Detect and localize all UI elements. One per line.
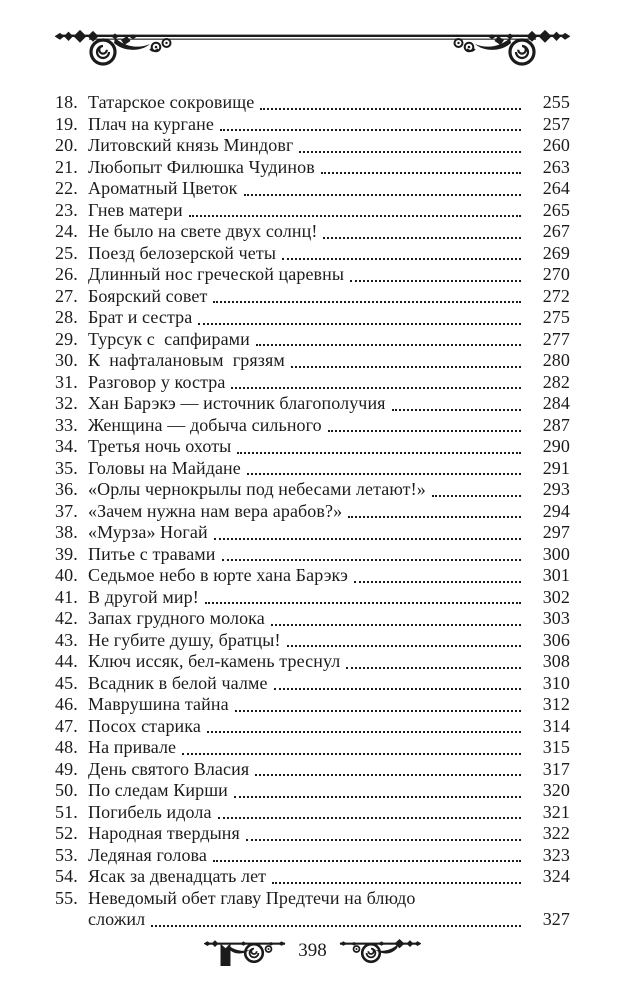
toc-entry-number: 39. bbox=[55, 543, 78, 564]
toc-entry-title: Турсук с сапфирами bbox=[88, 328, 250, 349]
toc-entry-number: 21. bbox=[55, 156, 78, 177]
toc-entry-title: День святого Власия bbox=[88, 758, 250, 779]
dot-leader bbox=[346, 667, 521, 669]
toc-entry-page: 306 bbox=[542, 629, 570, 650]
toc-entry-page: 303 bbox=[542, 608, 570, 628]
toc-entry bbox=[55, 114, 570, 136]
toc-entry-number: 22. bbox=[55, 178, 78, 198]
toc-entry-number: 48. bbox=[55, 737, 78, 757]
toc-entry-page: 275 bbox=[542, 307, 570, 327]
toc-entry-title: Боярский совет bbox=[88, 285, 208, 306]
toc-entry-page: 317 bbox=[542, 758, 570, 779]
toc-entry-number: 19. bbox=[55, 113, 78, 134]
toc-entry-number: 35. bbox=[55, 457, 78, 478]
toc-entry-title: Маврушина тайна bbox=[88, 694, 229, 714]
toc-entry-number: 43. bbox=[55, 629, 78, 650]
dot-leader bbox=[323, 237, 521, 239]
toc-entry-page: 321 bbox=[542, 801, 570, 822]
toc-entry-title: Татарское сокровище bbox=[88, 92, 255, 112]
toc-entry-number: 30. bbox=[55, 350, 78, 370]
toc-entry-number: 28. bbox=[55, 307, 78, 327]
toc-entry-title: Седьмое небо в юрте хана Барэкэ bbox=[88, 565, 348, 585]
toc-entry-number: 32. bbox=[55, 393, 78, 413]
toc-entry bbox=[55, 888, 570, 910]
toc-entry-page: 301 bbox=[542, 565, 570, 585]
toc-entry-number: 29. bbox=[55, 328, 78, 349]
toc-entry-number: 38. bbox=[55, 522, 78, 542]
dot-leader bbox=[274, 688, 521, 690]
toc-entry bbox=[55, 716, 570, 738]
dot-leader bbox=[256, 344, 521, 346]
toc-entry-number: 34. bbox=[55, 436, 78, 456]
toc-entry bbox=[55, 759, 570, 781]
toc-entry-number: 18. bbox=[55, 92, 78, 112]
toc-entry bbox=[55, 866, 570, 888]
toc-entry-page: 255 bbox=[542, 92, 570, 112]
toc-entry bbox=[55, 221, 570, 243]
toc-entry bbox=[55, 178, 570, 200]
toc-entry bbox=[55, 694, 570, 716]
toc-entry-number: 53. bbox=[55, 844, 78, 865]
toc-entry-page: 322 bbox=[542, 823, 570, 843]
toc-entry bbox=[55, 135, 570, 157]
toc-entry-title: Народная твердыня bbox=[88, 823, 240, 843]
toc-entry bbox=[55, 372, 570, 394]
toc-entry-number: 52. bbox=[55, 823, 78, 843]
toc-entry-number: 24. bbox=[55, 221, 78, 241]
toc-entry-title: Ясак за двенадцать лет bbox=[88, 866, 267, 886]
toc-entry-number: 42. bbox=[55, 608, 78, 628]
dot-leader bbox=[218, 817, 521, 819]
dot-leader bbox=[287, 645, 521, 647]
toc-entry-number: 27. bbox=[55, 285, 78, 306]
dot-leader bbox=[260, 108, 521, 110]
toc-entry-title: Женщина — добыча сильного bbox=[88, 414, 322, 435]
toc-entry-title: Поезд белозерской четы bbox=[88, 242, 277, 263]
toc-entry-page: 272 bbox=[542, 285, 570, 306]
toc-entry bbox=[55, 780, 570, 802]
toc-entry bbox=[55, 393, 570, 415]
toc-entry-title: Любопыт Филюшка Чудинов bbox=[88, 156, 315, 177]
toc-entry-title: Погибель идола bbox=[88, 801, 212, 822]
toc-entry-number: 47. bbox=[55, 715, 78, 736]
toc-entry-title: сложил bbox=[88, 909, 146, 929]
toc-entry-page: 280 bbox=[542, 350, 570, 370]
toc-entry-page: 327 bbox=[542, 909, 570, 929]
toc-entry bbox=[55, 608, 570, 630]
toc-entry-title: Хан Барэкэ — источник благополучия bbox=[88, 393, 386, 413]
toc-entry-page: 277 bbox=[542, 328, 570, 349]
toc-entry-number: 25. bbox=[55, 242, 78, 263]
toc-entry-page: 308 bbox=[542, 651, 570, 671]
dot-leader bbox=[198, 323, 521, 325]
toc-entry bbox=[55, 243, 570, 265]
toc-entry-title: Ключ иссяк, бел-камень треснул bbox=[88, 651, 341, 671]
toc-entry-page: 257 bbox=[542, 113, 570, 134]
toc-entry-page: 263 bbox=[542, 156, 570, 177]
folio-page-number: 398 bbox=[298, 939, 327, 961]
toc-entry bbox=[55, 479, 570, 501]
toc-entry-page: 291 bbox=[542, 457, 570, 478]
toc-entry-page: 320 bbox=[542, 780, 570, 800]
toc-entry bbox=[55, 587, 570, 609]
toc-entry bbox=[55, 501, 570, 523]
footer-scroll-ornament-left-icon bbox=[204, 936, 286, 966]
dot-leader bbox=[271, 624, 521, 626]
toc-entry-title: Длинный нос греческой царевны bbox=[88, 264, 345, 284]
toc-entry-number: 33. bbox=[55, 414, 78, 435]
toc-entry-title: Ледяная голова bbox=[88, 844, 208, 865]
toc-entry-title: Литовский князь Миндовг bbox=[88, 135, 294, 155]
page-footer bbox=[55, 936, 570, 966]
toc-entry-title: По следам Кирши bbox=[88, 780, 228, 800]
dot-leader bbox=[321, 172, 521, 174]
toc-entry bbox=[55, 651, 570, 673]
toc-entry-page: 265 bbox=[542, 199, 570, 220]
toc-entry-page: 270 bbox=[542, 264, 570, 284]
toc-entry-number: 54. bbox=[55, 866, 78, 886]
toc-entry-title: Не губите душу, братцы! bbox=[88, 629, 281, 650]
toc-entry bbox=[55, 329, 570, 351]
toc-entry-title: Посох старика bbox=[88, 715, 201, 736]
toc-entry bbox=[55, 264, 570, 286]
toc-entry-page: 294 bbox=[542, 500, 570, 521]
toc-entry-title: Разговор у костра bbox=[88, 371, 226, 392]
toc-entry-page: 290 bbox=[542, 436, 570, 456]
toc-entry bbox=[55, 544, 570, 566]
header-rule-ornament bbox=[55, 24, 570, 70]
toc-entry bbox=[55, 200, 570, 222]
toc-entry-number: 41. bbox=[55, 586, 78, 607]
dot-leader bbox=[235, 710, 521, 712]
toc-entry-title: «Орлы чернокрылы под небесами летают!» bbox=[88, 479, 426, 499]
toc-entry-title: Третья ночь охоты bbox=[88, 436, 232, 456]
toc-entry bbox=[55, 737, 570, 759]
toc-entry-number: 20. bbox=[55, 135, 78, 155]
toc-entry-page: 282 bbox=[542, 371, 570, 392]
toc-entry-number: 26. bbox=[55, 264, 78, 284]
dot-leader bbox=[182, 753, 521, 755]
toc-entry-title: Ароматный Цветок bbox=[88, 178, 238, 198]
toc-entry-title: Плач на кургане bbox=[88, 113, 214, 134]
toc-entry-title: Питье с травами bbox=[88, 543, 216, 564]
dot-leader bbox=[151, 925, 521, 927]
dot-leader bbox=[244, 194, 521, 196]
toc-entry bbox=[55, 307, 570, 329]
dot-leader bbox=[272, 882, 521, 884]
toc-entry-page: 315 bbox=[542, 737, 570, 757]
table-of-contents bbox=[55, 92, 570, 931]
dot-leader bbox=[392, 409, 521, 411]
toc-entry bbox=[55, 909, 570, 931]
footer-scroll-ornament-right-icon bbox=[339, 936, 421, 966]
toc-entry-page: 267 bbox=[542, 221, 570, 241]
toc-entry bbox=[55, 436, 570, 458]
toc-entry-page: 312 bbox=[542, 694, 570, 714]
toc-entry-page: 310 bbox=[542, 672, 570, 693]
toc-entry-page: 324 bbox=[542, 866, 570, 886]
toc-entry-title: Неведомый обет главу Предтечи на блюдо bbox=[88, 887, 416, 908]
dot-leader bbox=[350, 280, 521, 282]
toc-entry bbox=[55, 565, 570, 587]
toc-entry-title: На привале bbox=[88, 737, 177, 757]
dot-leader bbox=[214, 538, 521, 540]
dot-leader bbox=[205, 602, 521, 604]
dot-leader bbox=[234, 796, 521, 798]
dot-leader bbox=[207, 731, 521, 733]
dot-leader bbox=[432, 495, 521, 497]
toc-entry-page: 264 bbox=[542, 178, 570, 198]
dot-leader bbox=[222, 559, 521, 561]
toc-entry-title: Запах грудного молока bbox=[88, 608, 265, 628]
toc-entry bbox=[55, 522, 570, 544]
toc-entry bbox=[55, 92, 570, 114]
toc-entry-page: 323 bbox=[542, 844, 570, 865]
toc-entry-number: 36. bbox=[55, 479, 78, 499]
toc-entry-page: 300 bbox=[542, 543, 570, 564]
toc-entry-number: 40. bbox=[55, 565, 78, 585]
toc-entry-number: 46. bbox=[55, 694, 78, 714]
toc-entry-page: 314 bbox=[542, 715, 570, 736]
toc-entry-number: 23. bbox=[55, 199, 78, 220]
toc-entry bbox=[55, 458, 570, 480]
toc-entry bbox=[55, 286, 570, 308]
toc-entry bbox=[55, 802, 570, 824]
dot-leader bbox=[231, 387, 521, 389]
toc-entry-page: 287 bbox=[542, 414, 570, 435]
dot-leader bbox=[299, 151, 521, 153]
dot-leader bbox=[213, 301, 521, 303]
toc-entry-number: 49. bbox=[55, 758, 78, 779]
toc-entry-number: 44. bbox=[55, 651, 78, 671]
toc-entry bbox=[55, 630, 570, 652]
toc-entry-title: К нафталановым грязям bbox=[88, 350, 285, 370]
toc-entry-page: 302 bbox=[542, 586, 570, 607]
toc-entry-page: 284 bbox=[542, 393, 570, 413]
toc-entry-title: Гнев матери bbox=[88, 199, 183, 220]
dot-leader bbox=[354, 581, 521, 583]
toc-entry-page: 260 bbox=[542, 135, 570, 155]
toc-entry bbox=[55, 350, 570, 372]
toc-entry-number: 45. bbox=[55, 672, 78, 693]
toc-entry-number: 50. bbox=[55, 780, 78, 800]
toc-entry-title: «Мурза» Ногай bbox=[88, 522, 208, 542]
dot-leader bbox=[220, 129, 521, 131]
dot-leader bbox=[328, 430, 521, 432]
dot-leader bbox=[247, 473, 521, 475]
toc-entry-title: Всадник в белой чалме bbox=[88, 672, 268, 693]
toc-entry bbox=[55, 845, 570, 867]
toc-entry-number: 37. bbox=[55, 500, 78, 521]
toc-entry-title: «Зачем нужна нам вера арабов?» bbox=[88, 500, 343, 521]
dot-leader bbox=[189, 215, 521, 217]
toc-entry-title: Брат и сестра bbox=[88, 307, 193, 327]
dot-leader bbox=[237, 452, 521, 454]
toc-entry bbox=[55, 415, 570, 437]
dot-leader bbox=[282, 258, 521, 260]
toc-entry-page: 293 bbox=[542, 479, 570, 499]
dot-leader bbox=[291, 366, 521, 368]
toc-entry bbox=[55, 673, 570, 695]
dot-leader bbox=[213, 860, 521, 862]
dot-leader bbox=[255, 774, 521, 776]
toc-entry bbox=[55, 157, 570, 179]
toc-entry-page: 297 bbox=[542, 522, 570, 542]
toc-entry-title: В другой мир! bbox=[88, 586, 199, 607]
toc-entry-title: Головы на Майдане bbox=[88, 457, 241, 478]
toc-entry-title: Не было на свете двух солнц! bbox=[88, 221, 318, 241]
toc-entry-number: 55. bbox=[55, 887, 78, 908]
toc-entry-page: 269 bbox=[542, 242, 570, 263]
toc-entry-number: 31. bbox=[55, 371, 78, 392]
dot-leader bbox=[348, 516, 521, 518]
toc-entry-number: 51. bbox=[55, 801, 78, 822]
dot-leader bbox=[246, 839, 521, 841]
toc-entry bbox=[55, 823, 570, 845]
